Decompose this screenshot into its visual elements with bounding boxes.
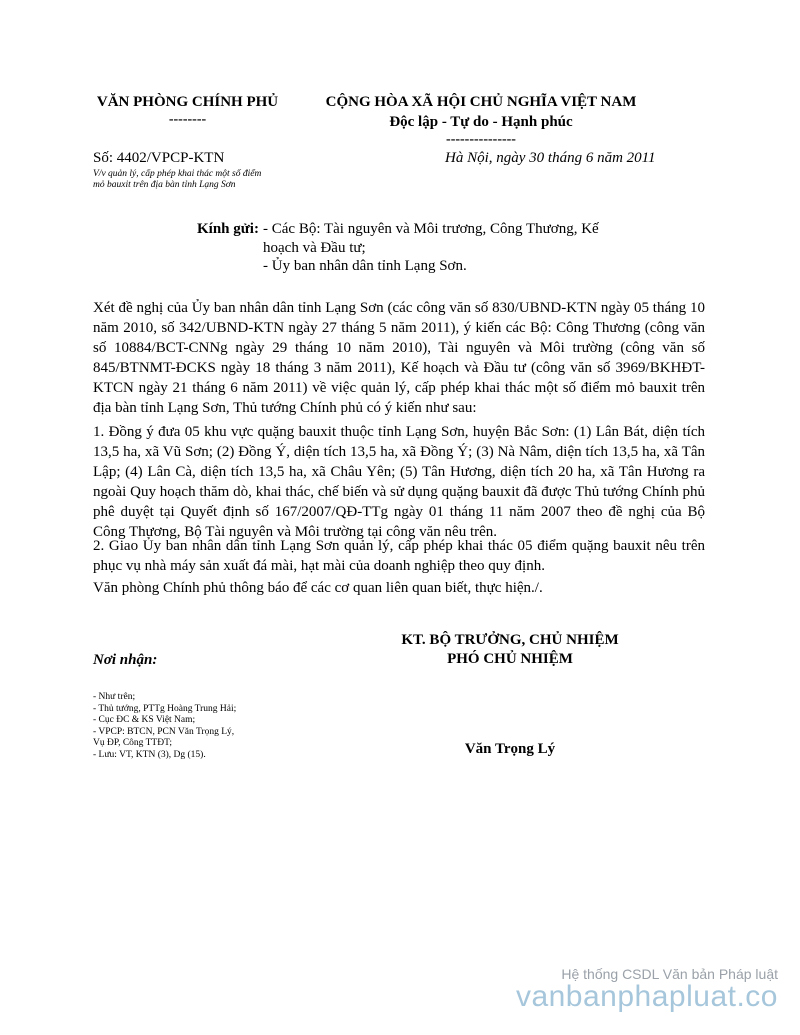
list-item: Vụ ĐP, Công TTĐT; — [93, 738, 173, 749]
signer-name: Văn Trọng Lý — [464, 741, 556, 757]
signature-subtitle: PHÓ CHỦ NHIỆM — [447, 651, 573, 667]
addressee-line-1: - Các Bộ: Tài nguyên và Môi trương, Công Thương, Kế — [263, 221, 599, 237]
closing-paragraph: Văn phòng Chính phủ thông báo để các cơ quan liên quan biết, thực hiện./. — [93, 580, 543, 596]
list-item: - Thủ tướng, PTTg Hoàng Trung Hải; — [93, 703, 237, 714]
intro-paragraph: Xét đề nghị của Ủy ban nhân dân tỉnh Lạng Sơn (các công văn số 830/UBND-KTN ngày 05 tháng 10 năm 2010, số 342/UBND-KTN ngày 27 tháng 5 năm 2011), ý kiến các Bộ: Công Thương (công văn số 10884/BCT-CNNg ngày 29 tháng 10 năm 2010), Tài nguyên và Môi trường (công văn số 845/BTNMT-ĐCKS ngày 18 tháng 3 năm 2011), Kế hoạch và Đầu tư (công văn số 3969/BKHĐT-KTCN ngày 21 tháng 6 năm 2011) về việc quản lý, cấp phép khai thác một số điểm mỏ bauxit trên địa bàn tỉnh Lạng Sơn, Thủ tướng Chính phủ có ý kiến như sau: — [93, 300, 705, 416]
list-item: - VPCP: BTCN, PCN Văn Trọng Lý, — [93, 726, 235, 737]
motto-rule: --------------- — [446, 132, 516, 147]
country-name: CỘNG HÒA XÃ HỘI CHỦ NGHĨA VIỆT NAM — [325, 94, 637, 110]
addressee-line-3: - Ủy ban nhân dân tỉnh Lạng Sơn. — [263, 258, 467, 274]
subject-line-1: V/v quản lý, cấp phép khai thác một số điểm — [93, 169, 262, 179]
watermark-site: vanbanphapluat.co — [515, 980, 778, 1013]
watermark-caption: Hệ thống CSDL Văn bản Pháp luật — [561, 966, 778, 982]
agency-rule: -------- — [168, 112, 207, 127]
recipients-list — [93, 692, 283, 762]
addressee-line-2: hoạch và Đầu tư; — [263, 240, 366, 256]
motto: Độc lập - Tự do - Hạnh phúc — [389, 114, 573, 130]
signature-title: KT. BỘ TRƯỞNG, CHỦ NHIỆM — [401, 632, 619, 648]
document-number: Số: 4402/VPCP-KTN — [93, 150, 225, 166]
place-date: Hà Nội, ngày 30 tháng 6 năm 2011 — [445, 150, 656, 166]
subject-line-2: mỏ bauxit trên địa bàn tỉnh Lạng Sơn — [93, 180, 236, 190]
list-item: - Cục ĐC & KS Việt Nam; — [93, 715, 196, 726]
agency-name: VĂN PHÒNG CHÍNH PHỦ — [96, 94, 279, 110]
addressee-label: Kính gửi: — [197, 221, 259, 237]
list-item: - Lưu: VT, KTN (3), Dg (15). — [93, 749, 206, 760]
list-item: - Như trên; — [93, 692, 136, 702]
recipients-title: Nơi nhận: — [93, 652, 158, 668]
item-1-paragraph: 1. Đồng ý đưa 05 khu vực quặng bauxit thuộc tỉnh Lạng Sơn, huyện Bắc Sơn: (1) Lân Bát, diện tích 13,5 ha, xã Vũ Sơn; (2) Đồng Ý, diện tích 13,5 ha, xã Đồng Ý; (3) Nà Nâm, diện tích 13,5 ha, xã Tân Lập; (4) Lân Cà, diện tích 13,5 ha, xã Châu Yên; (5) Tân Hương, diện tích 20 ha, xã Tân Hương ra ngoài Quy hoạch thăm dò, khai thác, chế biến và sử dụng quặng bauxit đã được Thủ tướng Chính phủ phê duyệt tại Quyết định số 167/2007/QĐ-TTg ngày 01 tháng 11 năm 2007 theo đề nghị của Bộ Công Thương, Bộ Tài nguyên và Môi trường tại công văn nêu trên. — [93, 424, 705, 540]
item-2-paragraph: 2. Giao Ủy ban nhân dân tỉnh Lạng Sơn quản lý, cấp phép khai thác 05 điểm quặng bauxit nêu trên phục vụ nhà máy sản xuất đá mài, hạt mài của doanh nghiệp theo quy định. — [93, 538, 705, 574]
